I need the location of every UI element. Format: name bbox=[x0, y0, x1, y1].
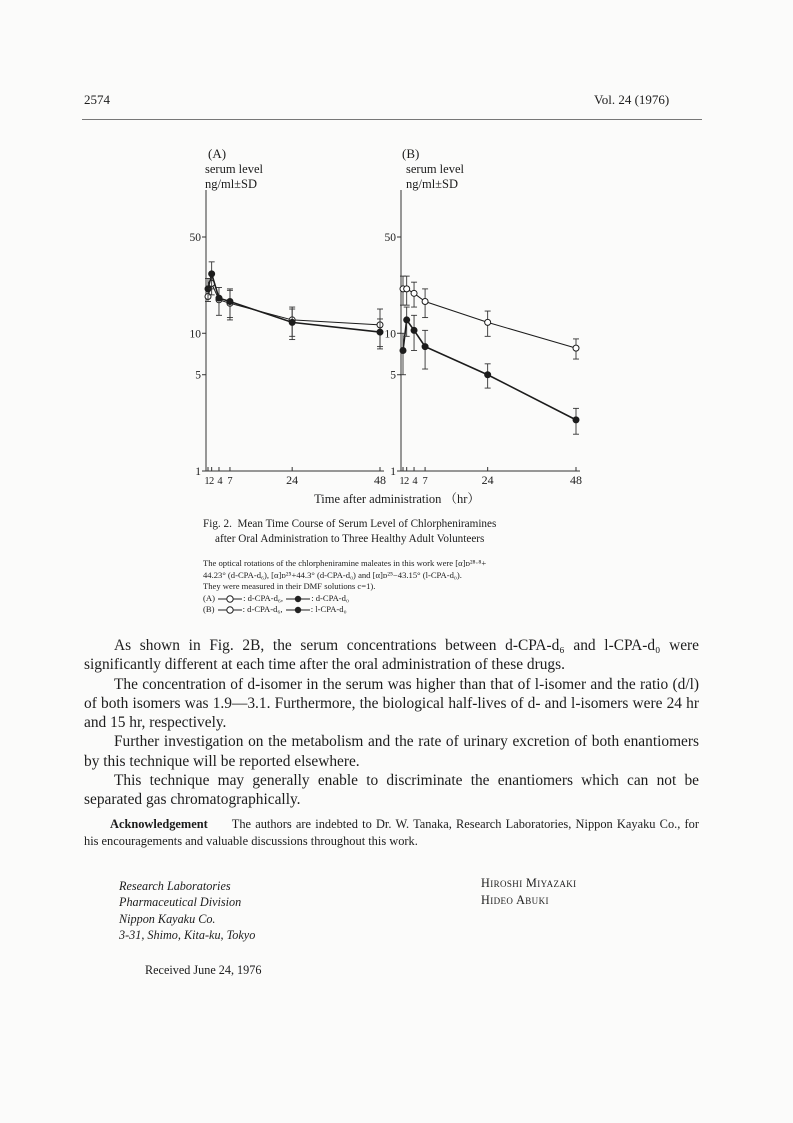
paragraph-2: The concentration of d-isomer in the serum was higher than that of l-isomer and the ratio (d/l) of both isomers was 1.9—3.1. Furthermore, the biological half-lives of d- and l-isomers were 24 hr and 15 hr, respectively. bbox=[84, 675, 699, 732]
data-point-filled bbox=[411, 327, 417, 333]
x-tick-label: 7 bbox=[227, 476, 233, 487]
acknowledgement bbox=[84, 816, 699, 850]
data-point-filled bbox=[485, 372, 491, 378]
y-tick-label: 5 bbox=[195, 369, 201, 382]
panel-label: (A) bbox=[208, 146, 227, 161]
x-tick-label: 4 bbox=[217, 476, 223, 487]
data-point-open bbox=[485, 319, 491, 325]
note-line-2: 44.23° (d-CPA-d₆), [α]ᴅ²⁵+44.3° (d-CPA-d₀) and [α]ᴅ²⁵−43.15° (l-CPA-d₀). bbox=[203, 569, 462, 580]
author-list bbox=[481, 875, 577, 909]
data-point-filled bbox=[209, 271, 215, 277]
data-point-filled bbox=[227, 299, 233, 305]
figure-label: Fig. 2. bbox=[203, 518, 232, 530]
x-tick-label: 1 bbox=[399, 476, 405, 487]
paragraph-4: This technique may generally enable to discriminate the enantiomers which can not be separated gas chromatographically. bbox=[84, 772, 699, 809]
y-tick-label: 5 bbox=[390, 369, 396, 382]
note-line-1: The optical rotations of the chlorpheniramine maleates in this work were [α]ᴅ²⁸·⁸+ bbox=[203, 558, 487, 568]
data-point-open bbox=[422, 299, 428, 305]
data-point-filled bbox=[216, 295, 222, 301]
y-tick-label: 10 bbox=[189, 328, 201, 341]
y-tick-label: 10 bbox=[384, 328, 396, 341]
filled-circle-line-symbol bbox=[285, 605, 311, 615]
legend-b-filled: : l-CPA-d₀ bbox=[310, 604, 347, 615]
data-point-filled bbox=[289, 319, 295, 325]
acknowledgement-text: The authors are indebted to Dr. W. Tanaka, Research Laboratories, Nippon Kayaku Co., for his encouragements and valuable discussions throughout this work. bbox=[84, 817, 699, 848]
journal-volume: Vol. 24 (1976) bbox=[594, 92, 670, 107]
author-name: Hideo Abuki bbox=[481, 893, 549, 907]
legend-a-open: : d-CPA-d₆, bbox=[243, 592, 284, 603]
figure-note bbox=[203, 558, 623, 616]
y-tick-label: 50 bbox=[384, 232, 396, 244]
legend-a-label: (A) bbox=[203, 592, 215, 603]
legend-b-label: (B) bbox=[203, 604, 215, 615]
acknowledgement-heading: Acknowledgement bbox=[110, 817, 208, 831]
x-tick-label: 2 bbox=[404, 476, 410, 487]
filled-series-line bbox=[403, 320, 576, 420]
open-series-line bbox=[403, 289, 576, 348]
author-name: Hiroshi Miyazaki bbox=[481, 876, 577, 890]
address-line: Research Laboratories bbox=[119, 879, 231, 893]
data-point-open bbox=[411, 290, 417, 296]
data-point-open bbox=[404, 286, 410, 292]
data-point-filled bbox=[404, 317, 410, 323]
legend-b-open: : d-CPA-d₆, bbox=[242, 604, 283, 615]
body-text bbox=[84, 636, 699, 810]
data-point-filled bbox=[377, 329, 383, 335]
figure-2-chart bbox=[0, 0, 793, 515]
page-number: 2574 bbox=[84, 92, 110, 107]
y-tick-label: 1 bbox=[195, 466, 201, 478]
y-tick-label: 50 bbox=[189, 232, 201, 244]
data-point-filled bbox=[573, 417, 579, 423]
open-circle-line-symbol bbox=[217, 605, 243, 615]
received-date: Received June 24, 1976 bbox=[145, 963, 262, 977]
x-tick-label: 7 bbox=[422, 476, 428, 487]
legend-row-b bbox=[203, 604, 623, 616]
x-tick-label: 48 bbox=[374, 473, 386, 487]
paragraph-1: As shown in Fig. 2B, the serum concentrations between d-CPA-d₆ and l-CPA-d₀ were significantly different at each time after the oral administration of these drugs. bbox=[84, 637, 699, 674]
x-tick-label: 48 bbox=[570, 473, 582, 487]
x-axis-label: Time after administration （hr） bbox=[314, 492, 480, 506]
x-tick-label: 24 bbox=[481, 473, 494, 487]
legend-a-filled: : d-CPA-d₀ bbox=[311, 592, 349, 603]
address-line: 3-31, Shimo, Kita-ku, Tokyo bbox=[119, 927, 256, 942]
caption-line-1: Mean Time Course of Serum Level of Chlorpheniramines bbox=[237, 518, 497, 530]
y-axis-unit: ng/ml±SD bbox=[406, 177, 459, 191]
open-circle-line-symbol bbox=[217, 594, 243, 604]
legend-row-a bbox=[203, 593, 623, 605]
y-axis-unit: ng/ml±SD bbox=[205, 177, 258, 191]
affiliation-address bbox=[119, 878, 255, 943]
y-axis-label: serum level bbox=[205, 162, 263, 176]
x-tick-label: 4 bbox=[412, 476, 418, 487]
caption-line-2: after Oral Administration to Three Healthy Adult Volunteers bbox=[215, 533, 485, 545]
data-point-filled bbox=[400, 347, 406, 353]
panel-label: (B) bbox=[402, 146, 420, 161]
figure-caption bbox=[203, 517, 623, 547]
data-point-open bbox=[573, 345, 579, 351]
x-tick-label: 24 bbox=[286, 473, 299, 487]
data-point-filled bbox=[422, 344, 428, 350]
y-tick-label: 1 bbox=[390, 466, 396, 478]
y-axis-label: serum level bbox=[406, 162, 464, 176]
address-line: Nippon Kayaku Co. bbox=[119, 911, 216, 926]
note-line-3: They were measured in their DMF solutions c=1). bbox=[203, 581, 376, 592]
filled-circle-line-symbol bbox=[285, 594, 311, 604]
x-tick-label: 2 bbox=[209, 476, 215, 487]
paragraph-3: Further investigation on the metabolism and the rate of urinary excretion of both enantiomers by this technique will be reported elsewhere. bbox=[84, 733, 699, 770]
address-line: Pharmaceutical Division bbox=[119, 895, 242, 910]
x-tick-label: 1 bbox=[204, 476, 210, 487]
